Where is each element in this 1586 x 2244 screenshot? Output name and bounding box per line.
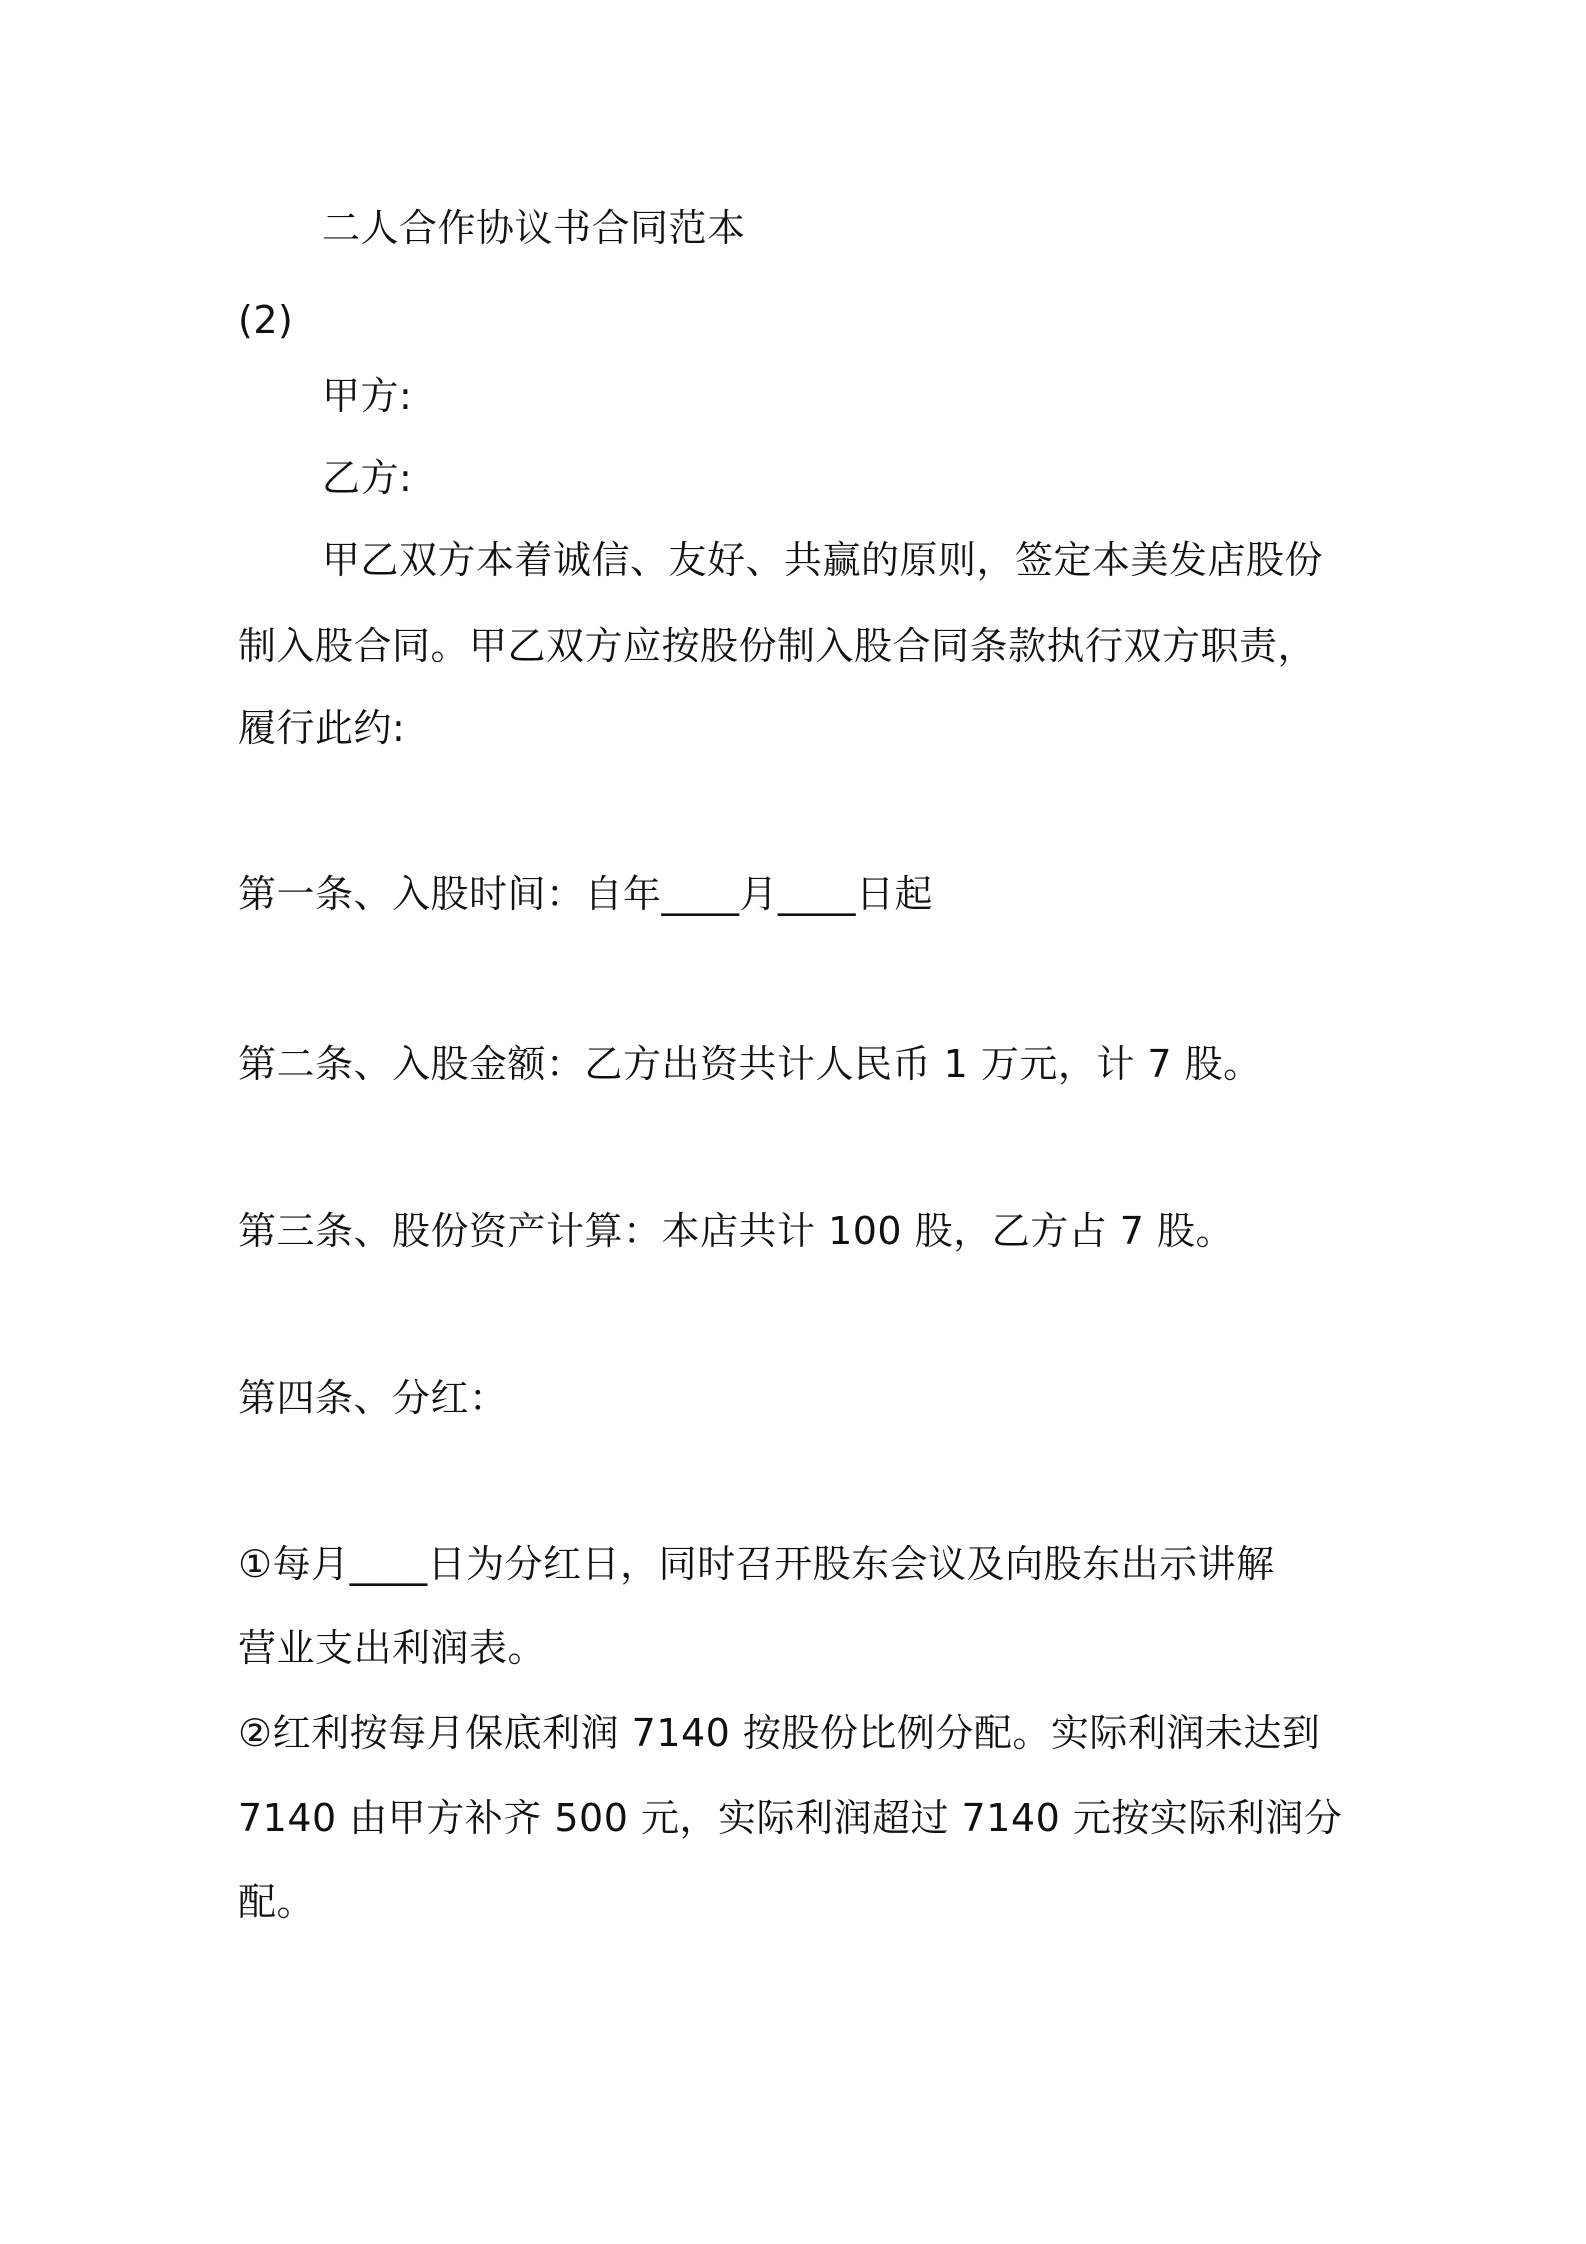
preamble-line-2: 制入股合同。甲乙双方应按股份制入股合同条款执行双方职责， [238,624,1317,668]
dividend-item-1-line-1: ①每月____日为分红日，同时召开股东会议及向股东出示讲解 [238,1542,1275,1586]
document-number: (2) [238,298,294,342]
dividend-item-1-line-2: 营业支出利润表。 [238,1626,547,1670]
dividend-item-2-line-2: 7140 由甲方补齐 500 元，实际利润超过 7140 元按实际利润分 [238,1796,1343,1840]
article-3: 第三条、股份资产计算：本店共计 100 股，乙方占 7 股。 [238,1209,1235,1253]
article-4: 第四条、分红： [238,1376,508,1420]
dividend-item-2-line-1: ②红利按每月保底利润 7140 按股份比例分配。实际利润未达到 [238,1711,1321,1755]
article-2: 第二条、入股金额：乙方出资共计人民币 1 万元，计 7 股。 [238,1042,1262,1086]
dividend-item-2-line-3: 配。 [238,1880,316,1924]
preamble-line-1: 甲乙双方本着诚信、友好、共赢的原则，签定本美发店股份 [322,538,1324,582]
preamble-line-3: 履行此约: [238,706,406,750]
party-b-label: 乙方: [322,456,413,500]
document-title: 二人合作协议书合同范本 [322,206,746,250]
party-a-label: 甲方: [322,374,413,418]
article-1: 第一条、入股时间：自年____月____日起 [238,872,934,916]
